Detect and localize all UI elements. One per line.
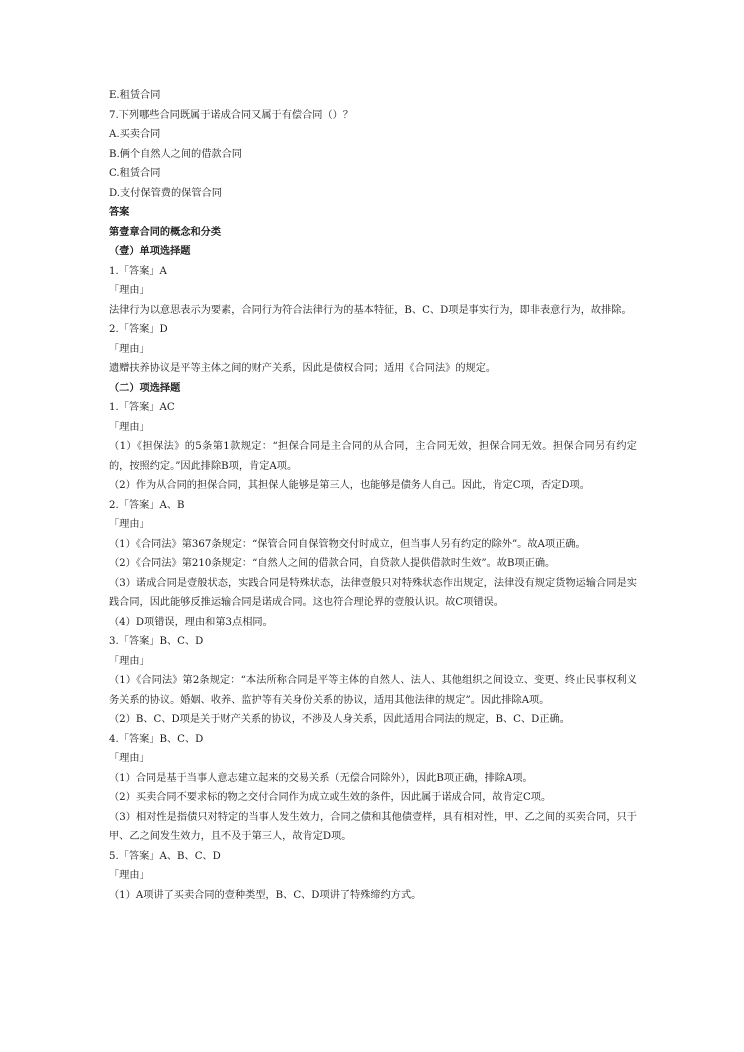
text-line: 2.「答案」D [109, 324, 168, 335]
text-line: （1）《担保法》的5条第1款规定：“担保合同是主合同的从合同，主合同无效，担保合同无效。担保合同另有约定的，按照约定。”因此排除B项，肯定A项。 [109, 441, 637, 472]
text-line: 1.「答案」AC [109, 402, 175, 413]
text-line: 「理由」 [109, 519, 150, 530]
section-heading: 第壹章合同的概念和分类 [109, 225, 222, 238]
text-line: 「理由」 [109, 655, 150, 667]
section-heading: 答案 [109, 206, 130, 218]
section-heading: （壹）单项选择题 [109, 245, 191, 257]
text-line: （1）《合同法》第367条规定：“保管合同自保管物交付时成立，但当事人另有约定的除外”。故A项正确。 [109, 538, 586, 550]
text-line: （4）D项错误，理由和第3点相同。 [109, 616, 273, 628]
text-line: （3）诺成合同是壹般状态，实践合同是特殊状态，法律壹般只对特殊状态作出规定，法律没有规定货物运输合同是实践合同，因此能够反推运输合同是诺成合同。这也符合理论界的壹般认识。故C项错误。 [109, 577, 637, 608]
document-body [109, 86, 637, 905]
text-line: （1）《合同法》第2条规定：“本法所称合同是平等主体的自然人、法人、其他组织之间设立、变更、终止民事权利义务关系的协议。婚姻、收养、监护等有关身份关系的协议，适用其他法律的规定”。因此排除A项。 [109, 675, 637, 706]
text-line: A.买卖合同 [109, 129, 161, 140]
text-line: （2）B、C、D项是关于财产关系的协议，不涉及人身关系，因此适用合同法的规定，B、C、D正确。 [109, 714, 570, 725]
text-line: （1）A项讲了买卖合同的壹种类型，B、C、D项讲了特殊缔约方式。 [109, 889, 422, 901]
text-line: 「理由」 [109, 343, 150, 355]
text-line: （2）《合同法》第210条规定：“自然人之间的借款合同，自贷款人提供借款时生效”。故B项正确。 [109, 558, 556, 569]
text-line: 4.「答案」B、C、D [109, 733, 204, 745]
text-line: 法律行为以意思表示为要素，合同行为符合法律行为的基本特征，B、C、D项是事实行为，即非表意行为，故排除。 [109, 304, 632, 316]
text-line: 「理由」 [109, 285, 150, 296]
text-line: 1.「答案」A [109, 265, 167, 277]
text-line: 「理由」 [109, 870, 150, 881]
text-line: （3）相对性是指债只对特定的当事人发生效力，合同之债和其他债壹样，具有相对性，甲、乙之间的买卖合同，只于甲、乙之间发生效力，且不及于第三人，故肯定D项。 [109, 811, 637, 842]
text-line: C.租赁合同 [109, 168, 161, 179]
text-line: （2）作为从合同的担保合同，其担保人能够是第三人，也能够是债务人自己。因此，肯定C项，否定D项。 [109, 480, 590, 491]
text-line: 2.「答案」A、B [109, 499, 185, 511]
text-line: E.租赁合同 [109, 90, 161, 101]
section-heading: （二）项选择题 [109, 381, 181, 394]
text-line: 遗赠扶养协议是平等主体之间的财产关系，因此是债权合同；适用《合同法》的规定。 [109, 363, 497, 374]
text-line: 7.下列哪些合同既属于诺成合同又属于有偿合同（）？ [109, 109, 354, 121]
text-line: B.俩个自然人之间的借款合同 [109, 148, 242, 160]
text-line: 「理由」 [109, 421, 150, 433]
text-line: 3.「答案」B、C、D [109, 636, 204, 647]
text-line: D.支付保管费的保管合同 [109, 187, 222, 199]
text-line: 「理由」 [109, 753, 150, 764]
text-line: （2）买卖合同不要求标的物之交付合同作为成立或生效的条件，因此属于诺成合同，故肯定C项。 [109, 792, 552, 803]
text-line: （1）合同是基于当事人意志建立起来的交易关系（无偿合同除外），因此B项正确，排除A项。 [109, 772, 533, 784]
text-line: 5.「答案」A、B、C、D [109, 850, 221, 862]
